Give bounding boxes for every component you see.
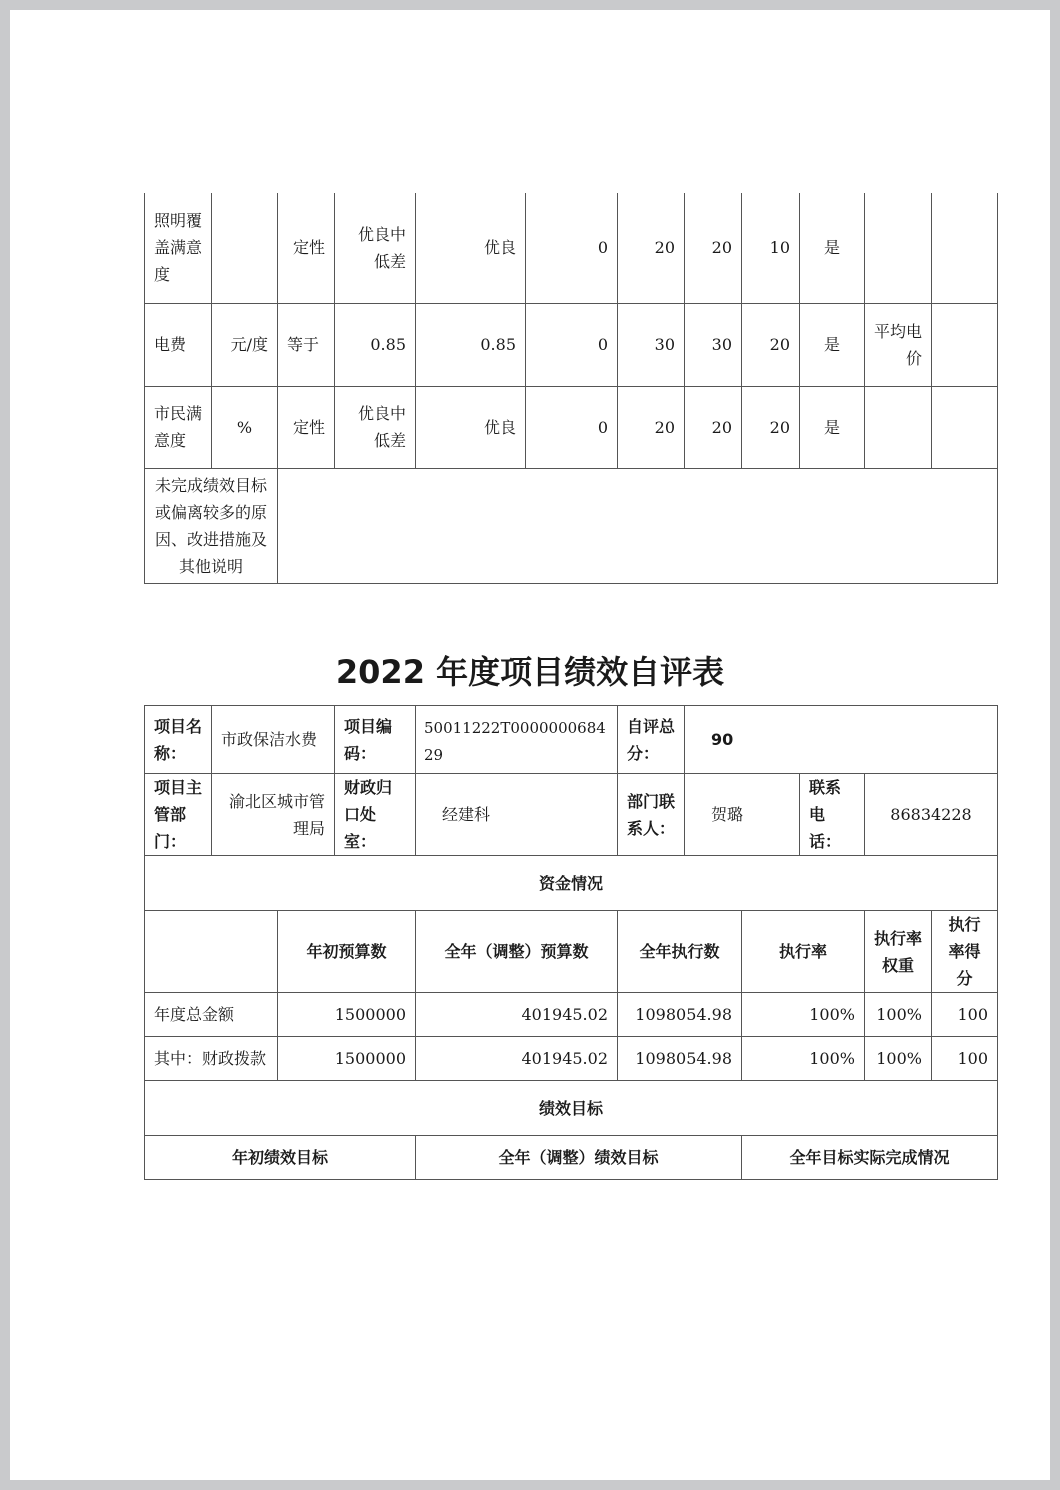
project-name-value: 市政保洁水费: [212, 706, 335, 774]
indicator-note: [932, 386, 998, 468]
indicator-operator: 定性: [278, 386, 335, 468]
funds-cell: 1098054.98: [618, 1037, 742, 1081]
indicator-name: 市民满意度: [145, 386, 212, 468]
indicator-note: [865, 386, 932, 468]
indicator-value: 30: [685, 303, 742, 386]
indicator-flag: 是: [800, 386, 865, 468]
phone-label: 联系电话：: [800, 774, 865, 856]
column-header: 全年目标实际完成情况: [742, 1136, 998, 1180]
indicator-note: [932, 303, 998, 386]
indicator-value: 20: [618, 193, 685, 303]
indicator-unit: [212, 193, 278, 303]
table-row: [145, 993, 998, 1037]
column-header: 全年（调整）绩效目标: [416, 1136, 742, 1180]
info-row: [145, 706, 998, 774]
indicator-value: 10: [742, 193, 800, 303]
indicator-target: 优良中低差: [335, 193, 416, 303]
table-row: [145, 386, 998, 468]
indicator-actual: 0.85: [416, 303, 526, 386]
indicator-value: 0: [526, 193, 618, 303]
funds-cell: 401945.02: [416, 1037, 618, 1081]
self-evaluation-table: [144, 705, 998, 1180]
indicator-operator: 定性: [278, 193, 335, 303]
indicator-actual: 优良: [416, 193, 526, 303]
table-row: [145, 303, 998, 386]
project-name-label: 项目名称：: [145, 706, 212, 774]
info-row: [145, 774, 998, 856]
reason-label: 未完成绩效目标或偏离较多的原因、改进措施及其他说明: [145, 468, 278, 583]
column-header: 年初预算数: [278, 911, 416, 993]
project-code-label: 项目编码：: [335, 706, 416, 774]
indicator-note: [865, 193, 932, 303]
indicator-flag: 是: [800, 193, 865, 303]
dept-label: 项目主管部门：: [145, 774, 212, 856]
funds-row-label: 年度总金额: [145, 993, 278, 1037]
indicator-target: 优良中低差: [335, 386, 416, 468]
funds-cell: 100%: [865, 1037, 932, 1081]
indicator-name: 电费: [145, 303, 212, 386]
contact-label: 部门联系人：: [618, 774, 685, 856]
column-header: 全年执行数: [618, 911, 742, 993]
table-row: [145, 468, 998, 583]
funds-cell: 100%: [742, 1037, 865, 1081]
column-header: 执行率得分: [932, 911, 998, 993]
indicator-note: 平均电价: [865, 303, 932, 386]
funds-cell: 100%: [865, 993, 932, 1037]
section-row: [145, 1081, 998, 1136]
document-page: [10, 10, 1050, 1480]
funds-cell: 1500000: [278, 1037, 416, 1081]
table-row: [145, 1037, 998, 1081]
indicator-value: 20: [742, 386, 800, 468]
funds-cell: 1098054.98: [618, 993, 742, 1037]
self-score-label: 自评总分：: [618, 706, 685, 774]
phone-value: 86834228: [865, 774, 998, 856]
reason-value: [278, 468, 998, 583]
indicator-value: 0: [526, 303, 618, 386]
project-code-value: 50011222T000000068429: [416, 706, 618, 774]
indicator-operator: 等于: [278, 303, 335, 386]
funds-cell: 100%: [742, 993, 865, 1037]
funds-cell: 100: [932, 1037, 998, 1081]
indicator-value: 30: [618, 303, 685, 386]
perf-header-row: [145, 1136, 998, 1180]
indicator-name: 照明覆盖满意度: [145, 193, 212, 303]
funds-section-title: 资金情况: [145, 856, 998, 911]
table-row: [145, 193, 998, 303]
indicator-value: 20: [685, 193, 742, 303]
funds-cell: 100: [932, 993, 998, 1037]
column-header: 年初绩效目标: [145, 1136, 416, 1180]
indicator-flag: 是: [800, 303, 865, 386]
indicator-actual: 优良: [416, 386, 526, 468]
self-score-value: 90: [685, 706, 998, 774]
contact-value: 贺璐: [685, 774, 800, 856]
column-header: [145, 911, 278, 993]
indicator-target: 0.85: [335, 303, 416, 386]
indicator-unit: 元/度: [212, 303, 278, 386]
indicator-unit: %: [212, 386, 278, 468]
indicator-value: 20: [685, 386, 742, 468]
column-header: 全年（调整）预算数: [416, 911, 618, 993]
indicator-value: 20: [618, 386, 685, 468]
page-title: 2022 年度项目绩效自评表: [335, 653, 725, 691]
funds-row-label: 其中：财政拨款: [145, 1037, 278, 1081]
dept-value: 渝北区城市管理局: [212, 774, 335, 856]
indicator-table-continuation: [144, 193, 998, 584]
finance-office-value: 经建科: [416, 774, 618, 856]
indicator-value: 0: [526, 386, 618, 468]
funds-header-row: [145, 911, 998, 993]
column-header: 执行率: [742, 911, 865, 993]
funds-cell: 1500000: [278, 993, 416, 1037]
finance-office-label: 财政归口处室：: [335, 774, 416, 856]
indicator-note: [932, 193, 998, 303]
perf-section-title: 绩效目标: [145, 1081, 998, 1136]
section-row: [145, 856, 998, 911]
funds-cell: 401945.02: [416, 993, 618, 1037]
indicator-value: 20: [742, 303, 800, 386]
column-header: 执行率权重: [865, 911, 932, 993]
